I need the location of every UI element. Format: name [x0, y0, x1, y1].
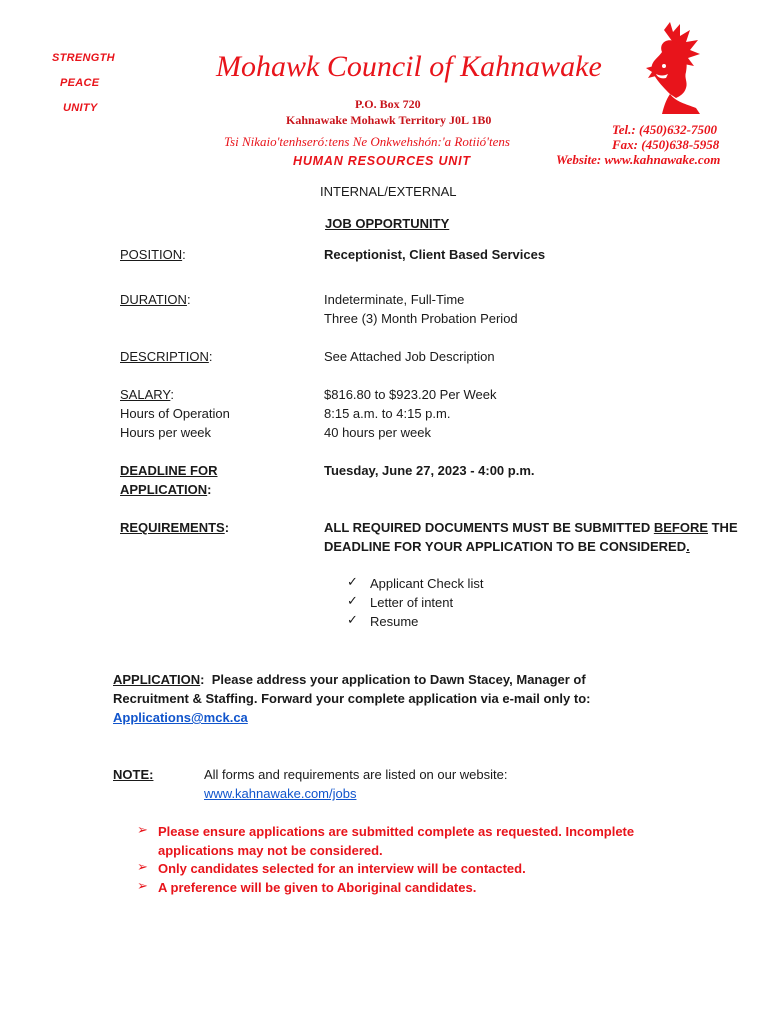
mohawk-language-line: Tsi Nikaio'tenhseró:tens Ne Onkwehshón:'a Rotiió'tens: [224, 134, 510, 149]
salary-label: SALARY:: [120, 387, 174, 402]
deadline-label-line-1: DEADLINE FOR: [120, 463, 218, 478]
salary-value: $816.80 to $923.20 Per Week: [324, 387, 497, 402]
checkmark-icon: ✓: [347, 574, 358, 589]
territory-address: Kahnawake Mohawk Territory J0L 1B0: [286, 113, 492, 127]
po-box: P.O. Box 720: [355, 97, 421, 111]
posting-heading: JOB OPPORTUNITY: [325, 216, 450, 231]
arrow-bullet-icon: ➢: [137, 878, 148, 893]
checkmark-icon: ✓: [347, 612, 358, 627]
posting-type: INTERNAL/EXTERNAL: [320, 184, 457, 199]
notice-item-continued: applications may not be considered.: [158, 843, 383, 858]
hours-operation-label: Hours of Operation: [120, 406, 230, 421]
fax: Fax: (450)638-5958: [612, 137, 720, 152]
application-line-2: Recruitment & Staffing. Forward your complete application via e-mail only to:: [113, 691, 591, 706]
requirements-label: REQUIREMENTS:: [120, 520, 230, 535]
requirements-line-2: DEADLINE FOR YOUR APPLICATION TO BE CONSIDERED.: [324, 539, 690, 554]
notice-item: Only candidates selected for an interview will be contacted.: [158, 861, 526, 876]
notice-item: A preference will be given to Aboriginal candidates.: [158, 880, 477, 895]
website-jobs-link[interactable]: www.kahnawake.com/jobs: [204, 786, 357, 801]
position-value: Receptionist, Client Based Services: [324, 247, 546, 262]
website: Website: www.kahnawake.com: [556, 152, 721, 167]
deadline-value: Tuesday, June 27, 2023 - 4:00 p.m.: [324, 463, 535, 478]
note-label: NOTE:: [113, 767, 154, 782]
motto-unity: UNITY: [63, 102, 98, 114]
checklist-item: Applicant Check list: [370, 576, 484, 591]
requirements-line-1: ALL REQUIRED DOCUMENTS MUST BE SUBMITTED BEFORE THE: [324, 520, 738, 535]
position-label: POSITION:: [120, 247, 186, 262]
organization-name: Mohawk Council of Kahnawake: [216, 50, 602, 83]
duration-label: DURATION:: [120, 292, 191, 307]
department-name: HUMAN RESOURCES UNIT: [293, 154, 471, 168]
checklist-item: Letter of intent: [370, 595, 454, 610]
description-value: See Attached Job Description: [324, 349, 495, 364]
arrow-bullet-icon: ➢: [137, 822, 148, 837]
duration-line-2: Three (3) Month Probation Period: [324, 311, 518, 326]
motto-peace: PEACE: [60, 77, 100, 89]
deadline-label-line-2: APPLICATION:: [120, 482, 212, 497]
telephone: Tel.: (450)632-7500: [612, 122, 717, 137]
mohawk-head-logo-icon: [640, 22, 704, 114]
checklist-item: Resume: [370, 614, 419, 629]
description-label: DESCRIPTION:: [120, 349, 213, 364]
duration-line-1: Indeterminate, Full-Time: [324, 292, 465, 307]
arrow-bullet-icon: ➢: [137, 859, 148, 874]
hours-week-label: Hours per week: [120, 425, 212, 440]
hours-week-value: 40 hours per week: [324, 425, 431, 440]
application-email-link[interactable]: Applications@mck.ca: [113, 710, 248, 725]
motto-strength: STRENGTH: [52, 52, 115, 64]
notice-item: Please ensure applications are submitted complete as requested. Incomplete: [158, 824, 635, 839]
application-line-1: APPLICATION: Please address your application to Dawn Stacey, Manager of: [113, 672, 586, 687]
hours-operation-value: 8:15 a.m. to 4:15 p.m.: [324, 406, 451, 421]
checkmark-icon: ✓: [347, 593, 358, 608]
note-text: All forms and requirements are listed on our website:: [204, 767, 508, 782]
